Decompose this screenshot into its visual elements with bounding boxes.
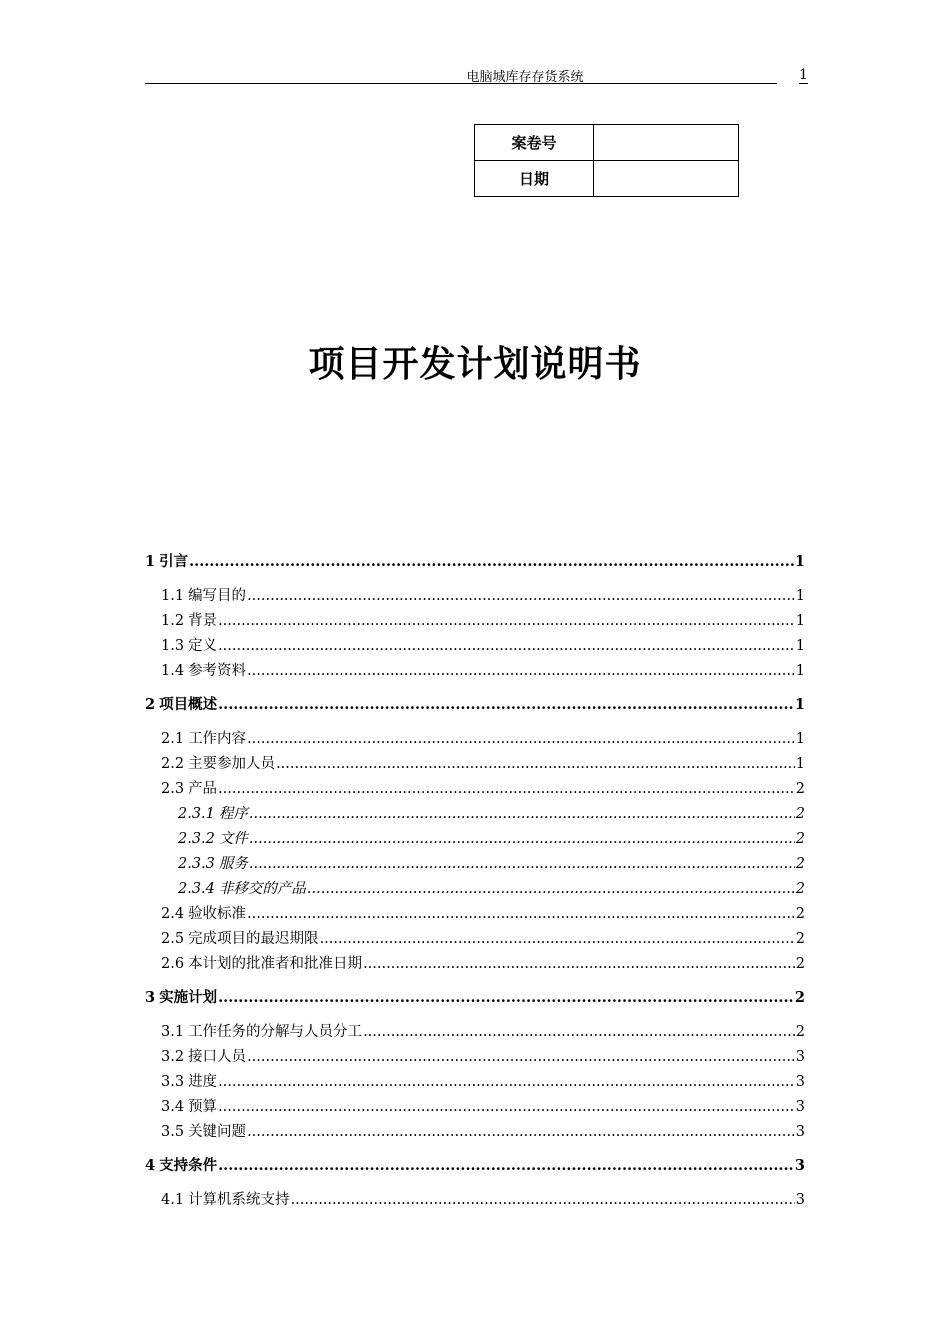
- toc-entry[interactable]: [145, 727, 805, 752]
- toc-entry-title: 引言: [159, 553, 189, 570]
- toc-entry-title: 实施计划: [159, 989, 218, 1006]
- toc-entry-page: 2: [794, 989, 805, 1006]
- toc-entry-title: 文件: [218, 831, 248, 847]
- toc-dot-leader: [363, 1024, 795, 1040]
- toc-entry-page: 2: [795, 931, 805, 947]
- toc-entry-title: 产品: [188, 781, 218, 797]
- toc-dot-leader: [247, 588, 795, 604]
- toc-dot-leader: [363, 956, 795, 972]
- toc-entry-title: 背景: [188, 613, 218, 629]
- toc-entry-page: 1: [795, 663, 805, 679]
- toc-entry[interactable]: [145, 634, 805, 659]
- toc-entry[interactable]: [145, 1045, 805, 1070]
- toc-entry-title: 主要参加人员: [188, 756, 276, 772]
- toc-entry[interactable]: [145, 1095, 805, 1120]
- date-value[interactable]: [594, 161, 739, 197]
- toc-dot-leader: [218, 1157, 794, 1174]
- toc-entry-page: 1: [795, 638, 805, 654]
- toc-dot-leader: [218, 696, 794, 713]
- toc-entry-page: 2: [795, 806, 805, 822]
- toc-entry-page: 1: [794, 553, 805, 570]
- toc-entry-page: 2: [795, 881, 805, 897]
- toc-entry-title: 接口人员: [188, 1049, 247, 1065]
- toc-entry[interactable]: [145, 877, 805, 902]
- toc-entry-page: 3: [795, 1074, 805, 1090]
- toc-entry-number: 2.5: [161, 931, 185, 947]
- toc-dot-leader: [218, 1099, 795, 1115]
- toc-entry-title: 服务: [218, 856, 248, 872]
- toc-entry-number: 3.1: [161, 1024, 185, 1040]
- toc-entry-title: 参考资料: [188, 663, 247, 679]
- toc-entry-page: 3: [794, 1157, 805, 1174]
- toc-entry-number: 3.2: [161, 1049, 185, 1065]
- header-title: 电脑城库存存货系统: [466, 70, 584, 85]
- toc-entry[interactable]: [145, 550, 805, 575]
- toc-entry-number: 1.1: [161, 588, 185, 604]
- toc-dot-leader: [291, 1192, 795, 1208]
- toc-dot-leader: [249, 831, 795, 847]
- date-label: 日期: [475, 161, 594, 197]
- toc-entry-number: 2.3.2: [178, 831, 215, 847]
- toc-entry[interactable]: [145, 902, 805, 927]
- toc-entry[interactable]: [145, 1020, 805, 1045]
- toc-entry-title: 验收标准: [188, 906, 247, 922]
- page-header: [145, 66, 808, 86]
- toc-dot-leader: [189, 553, 794, 570]
- toc-entry-page: 1: [795, 588, 805, 604]
- toc-entry-number: 2: [145, 696, 156, 713]
- toc-entry[interactable]: [145, 927, 805, 952]
- toc-entry[interactable]: [145, 777, 805, 802]
- page-number: 1: [799, 67, 808, 83]
- toc-entry[interactable]: [145, 752, 805, 777]
- table-row: [475, 161, 739, 197]
- toc-entry-number: 1.3: [161, 638, 185, 654]
- toc-entry-page: 2: [795, 781, 805, 797]
- toc-entry-number: 1.4: [161, 663, 185, 679]
- toc-entry[interactable]: [145, 952, 805, 977]
- toc-entry-number: 2.2: [161, 756, 185, 772]
- toc-entry-number: 3: [145, 989, 156, 1006]
- toc-entry-title: 预算: [188, 1099, 218, 1115]
- toc-entry[interactable]: [145, 584, 805, 609]
- toc-entry-page: 2: [795, 831, 805, 847]
- toc-entry-number: 2.1: [161, 731, 185, 747]
- archive-info-table: [474, 124, 739, 197]
- toc-entry-title: 计算机系统支持: [188, 1192, 290, 1208]
- toc-entry-number: 2.4: [161, 906, 185, 922]
- toc-entry-title: 项目概述: [159, 696, 218, 713]
- toc-entry-title: 工作任务的分解与人员分工: [188, 1024, 363, 1040]
- toc-dot-leader: [247, 1124, 795, 1140]
- toc-entry-number: 2.3: [161, 781, 185, 797]
- archive-number-value[interactable]: [594, 125, 739, 161]
- toc-entry[interactable]: [145, 659, 805, 684]
- toc-entry[interactable]: [145, 802, 805, 827]
- toc-dot-leader: [247, 906, 795, 922]
- toc-entry-page: 2: [795, 856, 805, 872]
- toc-dot-leader: [320, 931, 795, 947]
- toc-entry-page: 3: [795, 1049, 805, 1065]
- toc-entry-title: 完成项目的最迟期限: [188, 931, 319, 947]
- toc-entry-title: 工作内容: [188, 731, 247, 747]
- toc-entry-page: 3: [795, 1124, 805, 1140]
- toc-entry-title: 编写目的: [188, 588, 247, 604]
- toc-entry-number: 2.3.4: [178, 881, 215, 897]
- archive-number-label: 案卷号: [475, 125, 594, 161]
- toc-entry-title: 关键问题: [188, 1124, 247, 1140]
- toc-dot-leader: [249, 856, 795, 872]
- toc-dot-leader: [218, 613, 795, 629]
- toc-entry-page: 3: [795, 1099, 805, 1115]
- toc-entry-page: 2: [795, 906, 805, 922]
- toc-entry-number: 2.3.3: [178, 856, 215, 872]
- toc-entry[interactable]: [145, 609, 805, 634]
- toc-entry[interactable]: [145, 827, 805, 852]
- table-row: [475, 125, 739, 161]
- toc-entry-number: 2.3.1: [178, 806, 215, 822]
- toc-entry[interactable]: [145, 1188, 805, 1213]
- toc-entry-title: 进度: [188, 1074, 218, 1090]
- toc-entry-title: 本计划的批准者和批准日期: [188, 956, 363, 972]
- toc-dot-leader: [218, 638, 795, 654]
- header-rule: [145, 83, 777, 84]
- toc-entry-number: 4: [145, 1157, 156, 1174]
- toc-entry-page: 2: [795, 1024, 805, 1040]
- toc-dot-leader: [249, 806, 795, 822]
- toc-entry[interactable]: [145, 852, 805, 877]
- toc-entry[interactable]: [145, 1154, 805, 1179]
- toc-entry-page: 2: [795, 956, 805, 972]
- toc-dot-leader: [218, 781, 795, 797]
- toc-entry-number: 3.4: [161, 1099, 185, 1115]
- toc-entry-number: 3.3: [161, 1074, 185, 1090]
- toc-entry-page: 1: [795, 756, 805, 772]
- toc-entry[interactable]: [145, 1070, 805, 1095]
- toc-entry-number: 1.2: [161, 613, 185, 629]
- toc-dot-leader: [247, 1049, 795, 1065]
- toc-dot-leader: [247, 663, 795, 679]
- toc-entry[interactable]: [145, 986, 805, 1011]
- toc-entry-number: 4.1: [161, 1192, 185, 1208]
- toc-entry-title: 非移交的产品: [218, 881, 306, 897]
- toc-dot-leader: [218, 1074, 795, 1090]
- toc-entry[interactable]: [145, 1120, 805, 1145]
- table-of-contents: [145, 550, 805, 1213]
- toc-entry-number: 1: [145, 553, 156, 570]
- toc-dot-leader: [218, 989, 794, 1006]
- document-title: 项目开发计划说明书: [308, 344, 642, 385]
- toc-entry-number: 3.5: [161, 1124, 185, 1140]
- toc-entry-page: 3: [795, 1192, 805, 1208]
- toc-entry-title: 程序: [218, 806, 248, 822]
- toc-dot-leader: [276, 756, 795, 772]
- toc-entry-title: 支持条件: [159, 1157, 218, 1174]
- toc-entry-page: 1: [795, 731, 805, 747]
- toc-entry[interactable]: [145, 693, 805, 718]
- toc-entry-title: 定义: [188, 638, 218, 654]
- toc-entry-number: 2.6: [161, 956, 185, 972]
- toc-entry-page: 1: [795, 613, 805, 629]
- toc-entry-page: 1: [794, 696, 805, 713]
- toc-dot-leader: [307, 881, 795, 897]
- toc-dot-leader: [247, 731, 795, 747]
